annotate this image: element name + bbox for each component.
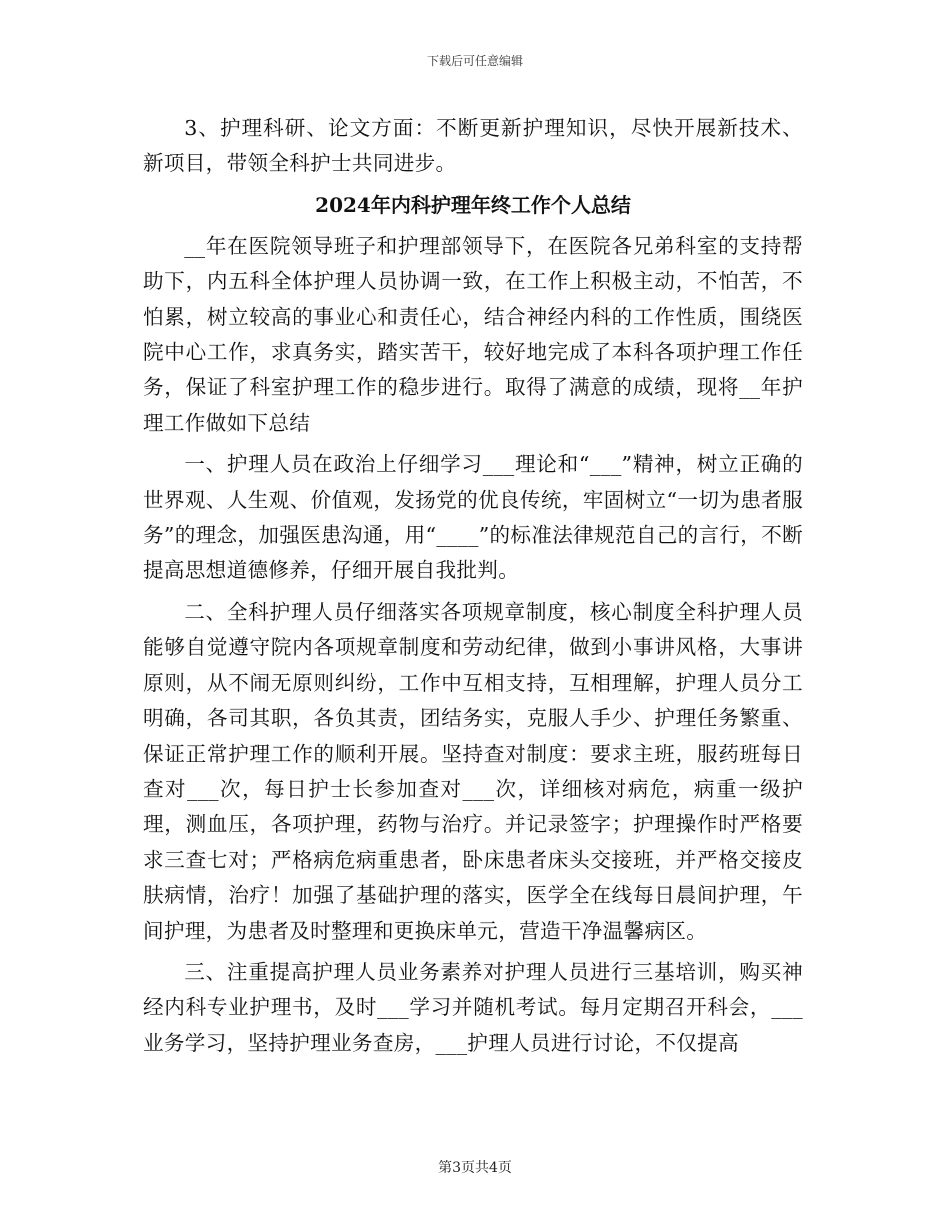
paragraph-1: __年在医院领导班子和护理部领导下，在医院各兄弟科室的支持帮助下，内五科全体护理人员协调一致，在工作上积极主动，不怕苦，不怕累，树立较高的事业心和责任心，结合神经内科的工作性质，围绕医院中心工作，求真务实，踏实苦干，较好地完成了本科各项护理工作任务，保证了科室护理工作的稳步进行。取得了满意的成绩，现将__年护理工作做如下总结	[143, 233, 803, 435]
document-title: 2024年内科护理年终工作个人总结	[315, 192, 631, 217]
paragraph-3: 二、全科护理人员仔细落实各项规章制度，核心制度全科护理人员能够自觉遵守院内各项规章制度和劳动纪律，做到小事讲风格，大事讲原则，从不闹无原则纠纷，工作中互相支持，互相理解，护理人员分工明确，各司其职，各负其责，团结务实，克服人手少、护理任务繁重、保证正常护理工作的顺利开展。坚持查对制度：要求主班，服药班每日查对___次，每日护士长参加查对___次，详细核对病危，病重一级护理，测血压，各项护理，药物与治疗。并记录签字；护理操作时严格要求三查七对；严格病危病重患者，卧床患者床头交接班，并严格交接皮肤病情，治疗！加强了基础护理的落实，医学全在线每日晨间护理，午间护理，为患者及时整理和更换床单元，营造干净温馨病区。	[143, 599, 803, 943]
intro-paragraph: 3、护理科研、论文方面：不断更新护理知识，尽快开展新技术、新项目，带领全科护士共同进步。	[143, 116, 803, 176]
page-number-footer: 第3页共4页	[438, 1160, 512, 1176]
page-header: 下载后可任意编辑	[426, 54, 523, 68]
paragraph-2: 一、护理人员在政治上仔细学习___理论和“___”精神，树立正确的世界观、人生观、价值观，发扬党的优良传统，牢固树立“一切为患者服务”的理念，加强医患沟通，用“____”的标准法律规范自己的言行，不断提高思想道德修养，仔细开展自我批判。	[143, 452, 803, 583]
paragraph-4: 三、注重提高护理人员业务素养对护理人员进行三基培训，购买神经内科专业护理书，及时___学习并随机考试。每月定期召开科会，___业务学习，坚持护理业务查房，___护理人员进行讨论，不仅提高	[143, 959, 803, 1055]
document-body	[143, 111, 803, 1067]
